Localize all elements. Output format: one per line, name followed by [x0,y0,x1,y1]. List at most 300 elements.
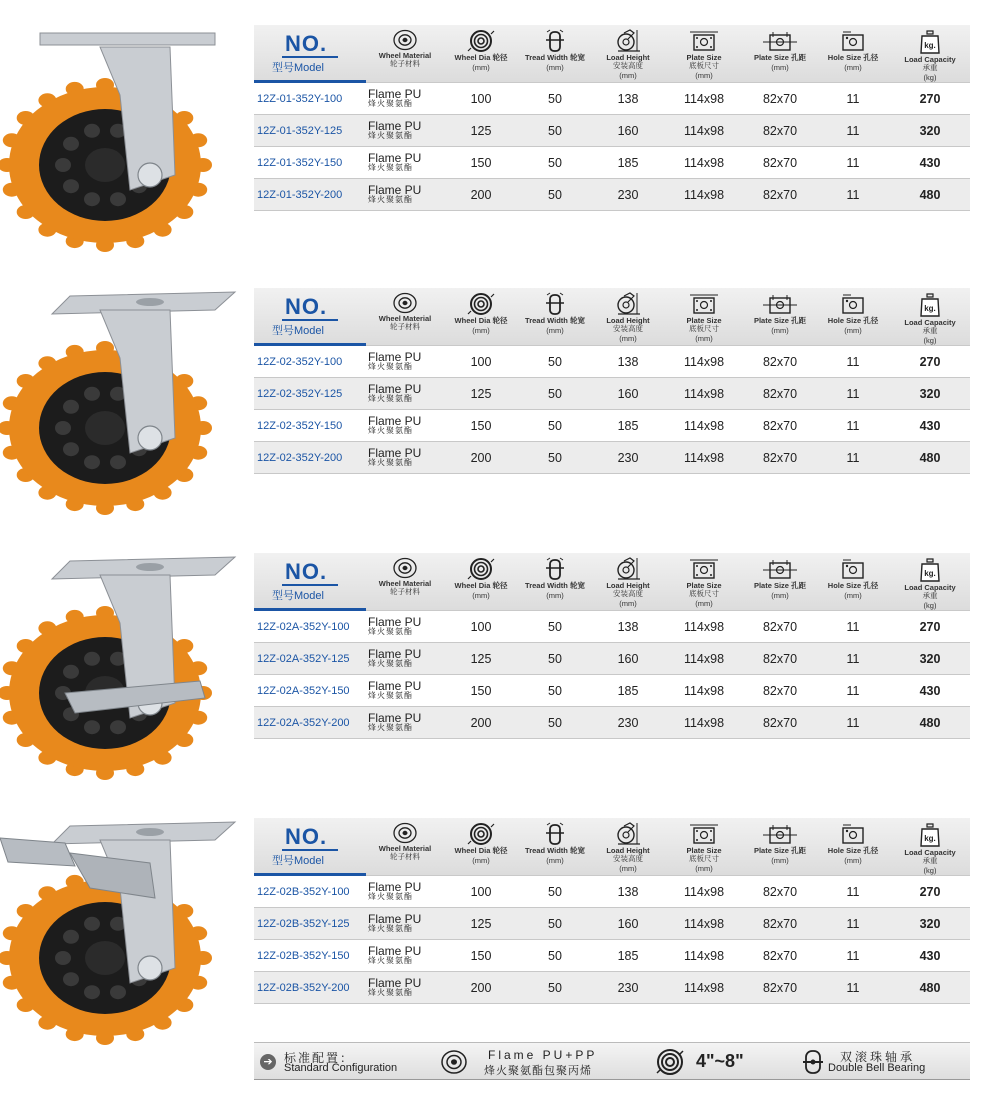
svg-text:kg.: kg. [924,41,936,50]
model-label: 型号Model [272,325,324,337]
model-number: 12Z-01-352Y-100 [257,92,343,105]
column-unit: (mm) [695,599,713,608]
wheel-material [366,678,444,701]
material-cn: 烽火聚氨酯 [368,891,413,901]
load-capacity-icon [890,557,970,583]
plate-size-icon [664,29,744,53]
material-cn: 烽火聚氨酯 [368,457,413,467]
hole-pitch: 82x70 [762,386,798,401]
column-unit: (mm) [844,591,862,600]
wheel-diameter-icon [444,822,518,846]
column-header-pitch [744,288,816,345]
column-unit: (kg) [923,73,937,82]
column-header-dia [444,25,518,82]
column-label-en: Tread Width 轮宽 [525,846,585,855]
wheel-diameter: 125 [470,916,492,931]
hole-size: 11 [846,91,860,106]
model-number: 12Z-02B-352Y-125 [257,917,350,930]
plate-size: 114x98 [683,651,725,666]
wheel-diameter: 200 [470,450,492,465]
load-height: 230 [617,980,639,995]
column-unit: (mm) [546,63,564,72]
column-label-en: Wheel Dia 轮径 [454,316,508,325]
tread-width: 50 [548,91,562,106]
table-row [254,442,970,474]
column-label-en: Load Height [606,316,650,325]
wheel-material-icon [366,29,444,51]
table-row [254,115,970,147]
column-label-cn: 轮子材料 [390,587,420,596]
model-column-header [254,818,366,875]
material-cn: 烽火聚氨酯 [368,194,413,204]
no-label: NO. [285,824,328,849]
material-cn: 烽火聚氨酯 [368,722,413,732]
column-label-en: Load Height [606,53,650,62]
load-height: 160 [617,123,639,138]
column-label-cn: 轮子材料 [390,322,420,331]
plate-size-icon [664,292,744,316]
material-en: Flame PU [368,413,422,428]
model-number: 12Z-02A-352Y-200 [257,716,350,729]
hole-pitch: 82x70 [762,948,798,963]
column-unit: (mm) [844,326,862,335]
column-unit: (mm) [619,864,637,873]
hole-size: 11 [846,155,860,170]
table-row [254,179,970,211]
hole-size-icon [816,29,890,53]
hole-pitch: 82x70 [762,123,798,138]
material-cn: 烽火聚氨酯 [368,98,413,108]
column-header-material [366,818,444,875]
load-capacity: 320 [919,386,941,401]
tread-width: 50 [548,884,562,899]
load-capacity: 430 [919,948,941,963]
column-unit: (mm) [472,591,490,600]
column-unit: (mm) [771,326,789,335]
header-accent-line [254,343,366,346]
load-capacity: 320 [919,651,941,666]
column-unit: (mm) [546,856,564,865]
table-header [254,553,970,611]
bearing-icon [802,1049,824,1075]
column-label-cn: 底板尺寸 [689,324,719,333]
plate-size: 114x98 [683,187,725,202]
plate-size-icon [664,822,744,846]
load-height: 138 [617,884,639,899]
hole-pitch: 82x70 [762,354,798,369]
model-number: 12Z-02-352Y-125 [257,387,343,400]
plate-size: 114x98 [683,916,725,931]
column-header-plate [664,818,744,875]
load-height: 185 [617,683,639,698]
column-label-en: Wheel Material [378,314,432,323]
model-column-header [254,288,366,345]
column-unit: (mm) [472,856,490,865]
column-unit: (mm) [546,591,564,600]
table-row [254,83,970,115]
column-header-pitch [744,818,816,875]
material-en: Flame PU [368,646,422,661]
swivel-double-brake-caster-image [0,818,250,1048]
material-en: Flame PU [368,614,422,629]
wheel-diameter: 100 [470,884,492,899]
column-unit: (mm) [844,63,862,72]
column-unit: (kg) [923,336,937,345]
load-height-icon [592,557,664,581]
load-height: 138 [617,354,639,369]
column-header-tread [518,553,592,610]
load-capacity: 270 [919,91,941,106]
hole-size-icon [816,292,890,316]
column-label-cn: 安装高度 [613,854,643,863]
material-cn: 烽火聚氨酯 [368,393,413,403]
hole-pitch: 82x70 [762,884,798,899]
column-header-pitch [744,25,816,82]
wheel-material [366,710,444,733]
column-header-tread [518,288,592,345]
hole-pitch: 82x70 [762,916,798,931]
tread-width-icon [518,557,592,581]
column-header-hole [816,818,890,875]
column-label-cn: 承重 [922,591,938,600]
column-label-en: Plate Size [686,846,722,855]
column-header-hole [816,553,890,610]
no-underline [282,319,338,321]
table-row [254,346,970,378]
load-height-icon [592,822,664,846]
load-height: 185 [617,155,639,170]
hole-size: 11 [846,386,860,401]
column-unit: (kg) [923,601,937,610]
column-header-height [592,288,664,345]
wheel-material [366,614,444,637]
hole-pitch: 82x70 [762,91,798,106]
model-number: 12Z-02B-352Y-200 [257,981,350,994]
hole-size: 11 [846,123,860,138]
wheel-material [366,646,444,669]
product-section [0,553,988,793]
product-section [0,818,988,1058]
column-label-cn: 底板尺寸 [689,61,719,70]
model-column-header [254,553,366,610]
load-capacity: 270 [919,354,941,369]
tread-width: 50 [548,683,562,698]
column-header-hole [816,288,890,345]
column-label-en: Load Height [606,581,650,590]
load-capacity-icon [890,292,970,318]
column-label-en: Wheel Dia 轮径 [454,846,508,855]
table-row [254,707,970,739]
column-header-dia [444,553,518,610]
model-number: 12Z-02B-352Y-100 [257,885,350,898]
column-label-en: Load Capacity [904,583,956,592]
no-underline [282,56,338,58]
product-section [0,25,988,265]
spec-table [254,288,970,474]
column-label-cn: 承重 [922,63,938,72]
column-label-en: Plate Size 孔距 [753,53,807,62]
load-height-icon [592,292,664,316]
wheel-material [366,150,444,173]
column-label-cn: 轮子材料 [390,852,420,861]
swivel-side-brake-caster-image [0,553,250,783]
column-header-load [890,288,970,345]
column-label-cn: 轮子材料 [390,59,420,68]
hole-pitch: 82x70 [762,187,798,202]
material-en: Flame PU [368,118,422,133]
wheel-material-icon [366,557,444,579]
material-en: Flame PU [368,678,422,693]
column-label-cn: 承重 [922,856,938,865]
column-header-plate [664,553,744,610]
wheel-material-icon [366,822,444,844]
hole-size-icon [816,557,890,581]
load-capacity-icon [890,822,970,848]
header-accent-line [254,608,366,611]
column-header-pitch [744,553,816,610]
table-header [254,288,970,346]
wheel-diameter: 150 [470,948,492,963]
load-capacity: 270 [919,619,941,634]
wheel-diameter: 200 [470,980,492,995]
material-cn: 烽火聚氨酯 [368,361,413,371]
column-header-plate [664,25,744,82]
wheel-diameter: 100 [470,91,492,106]
tread-width: 50 [548,715,562,730]
column-header-load [890,818,970,875]
wheel-material [366,445,444,468]
column-unit: (mm) [619,71,637,80]
hole-size: 11 [846,619,860,634]
header-accent-line [254,873,366,876]
plate-size: 114x98 [683,91,725,106]
material-cn: 烽火聚氨酯 [368,425,413,435]
column-header-material [366,553,444,610]
model-number: 12Z-02A-352Y-125 [257,652,350,665]
plate-size: 114x98 [683,123,725,138]
wheel-material [366,911,444,934]
column-label-en: Plate Size 孔距 [753,581,807,590]
column-unit: (mm) [771,856,789,865]
footer-bearing-cn: 双滚珠轴承 [840,1050,916,1064]
hole-pitch: 82x70 [762,418,798,433]
column-label-en: Plate Size 孔距 [753,316,807,325]
wheel-diameter: 200 [470,715,492,730]
wheel-diameter-icon [444,29,518,53]
footer-bearing-en: Double Bell Bearing [828,1062,926,1074]
column-unit: (kg) [923,866,937,875]
model-number: 12Z-02-352Y-200 [257,451,343,464]
hole-size: 11 [846,683,860,698]
column-header-material [366,25,444,82]
column-header-load [890,25,970,82]
wheel-diameter-icon [444,292,518,316]
material-cn: 烽火聚氨酯 [368,130,413,140]
footer-material-cn: 烽火聚氨酯包聚丙烯 [484,1065,592,1077]
model-number: 12Z-01-352Y-200 [257,188,343,201]
column-unit: (mm) [619,599,637,608]
wheel-material [366,182,444,205]
hole-size: 11 [846,916,860,931]
material-en: Flame PU [368,349,422,364]
wheel-diameter: 125 [470,123,492,138]
material-cn: 烽火聚氨酯 [368,987,413,997]
hole-pitch: 82x70 [762,651,798,666]
column-label-en: Wheel Dia 轮径 [454,581,508,590]
svg-text:kg.: kg. [924,569,936,578]
column-label-en: Plate Size 孔距 [753,846,807,855]
tread-width-icon [518,822,592,846]
std-config-cn: 标准配置： [284,1051,355,1065]
load-capacity: 270 [919,884,941,899]
model-label: 型号Model [272,62,324,74]
column-unit: (mm) [695,334,713,343]
material-cn: 烽火聚氨酯 [368,162,413,172]
column-unit: (mm) [472,326,490,335]
arrow-right-icon: ➔ [260,1054,276,1070]
spec-table [254,818,970,1004]
plate-size: 114x98 [683,155,725,170]
wheel-material [366,943,444,966]
hole-pitch: 82x70 [762,155,798,170]
tread-width: 50 [548,155,562,170]
table-header [254,818,970,876]
hole-pitch: 82x70 [762,450,798,465]
table-header [254,25,970,83]
svg-text:kg.: kg. [924,834,936,843]
wheel-diameter: 200 [470,187,492,202]
column-unit: (mm) [844,856,862,865]
material-en: Flame PU [368,911,422,926]
load-height-icon [592,29,664,53]
column-label-en: Wheel Material [378,579,432,588]
column-header-height [592,553,664,610]
tread-width: 50 [548,123,562,138]
hole-size: 11 [846,187,860,202]
material-en: Flame PU [368,182,422,197]
column-label-cn: 底板尺寸 [689,854,719,863]
plate-size: 114x98 [683,980,725,995]
hole-pitch-icon [744,557,816,581]
tread-width: 50 [548,418,562,433]
column-label-en: Wheel Material [378,51,432,60]
tread-width: 50 [548,450,562,465]
wheel-diameter-icon [444,557,518,581]
svg-text:kg.: kg. [924,304,936,313]
material-cn: 烽火聚氨酯 [368,690,413,700]
model-number: 12Z-02-352Y-150 [257,419,343,432]
no-label: NO. [285,559,328,584]
load-height: 230 [617,187,639,202]
load-height: 230 [617,450,639,465]
column-label-en: Hole Size 孔径 [827,316,879,325]
column-label-en: Plate Size [686,53,722,62]
column-unit: (mm) [771,591,789,600]
material-en: Flame PU [368,879,422,894]
no-label: NO. [285,294,328,319]
plate-size: 114x98 [683,884,725,899]
column-label-en: Load Capacity [904,55,956,64]
load-capacity: 320 [919,916,941,931]
model-label: 型号Model [272,855,324,867]
table-row [254,940,970,972]
wheel-material-icon [366,292,444,314]
hole-size: 11 [846,884,860,899]
model-number: 12Z-02A-352Y-100 [257,620,350,633]
hole-pitch: 82x70 [762,683,798,698]
column-label-en: Load Capacity [904,318,956,327]
column-label-en: Plate Size [686,316,722,325]
column-label-en: Load Capacity [904,848,956,857]
hole-size: 11 [846,980,860,995]
wheel-material-icon [440,1049,468,1075]
column-unit: (mm) [546,326,564,335]
load-height: 230 [617,715,639,730]
wheel-material [366,879,444,902]
plate-size-icon [664,557,744,581]
tread-width: 50 [548,916,562,931]
hole-pitch: 82x70 [762,980,798,995]
column-unit: (mm) [695,864,713,873]
tread-width: 50 [548,386,562,401]
header-accent-line [254,80,366,83]
wheel-diameter-icon [654,1047,686,1077]
model-number: 12Z-01-352Y-150 [257,156,343,169]
wheel-diameter: 100 [470,619,492,634]
tread-width: 50 [548,354,562,369]
load-height: 138 [617,619,639,634]
column-label-cn: 安装高度 [613,589,643,598]
spec-table [254,25,970,211]
model-number: 12Z-02A-352Y-150 [257,684,350,697]
plate-size: 114x98 [683,354,725,369]
tread-width: 50 [548,980,562,995]
load-capacity: 430 [919,418,941,433]
table-row [254,972,970,1004]
model-number: 12Z-02-352Y-100 [257,355,343,368]
load-height: 160 [617,386,639,401]
column-label-en: Load Height [606,846,650,855]
table-row [254,611,970,643]
plate-size: 114x98 [683,619,725,634]
load-capacity: 320 [919,123,941,138]
load-capacity: 430 [919,683,941,698]
material-cn: 烽火聚氨酯 [368,658,413,668]
hole-pitch-icon [744,292,816,316]
no-underline [282,849,338,851]
footer-size-range: 4"~8" [696,1051,744,1071]
column-header-dia [444,288,518,345]
column-label-en: Hole Size 孔径 [827,53,879,62]
table-row [254,643,970,675]
load-height: 138 [617,91,639,106]
load-height: 160 [617,916,639,931]
wheel-material [366,381,444,404]
load-capacity: 480 [919,450,941,465]
hole-size: 11 [846,450,860,465]
column-label-en: Tread Width 轮宽 [525,316,585,325]
column-label-en: Plate Size [686,581,722,590]
material-cn: 烽火聚氨酯 [368,955,413,965]
wheel-diameter: 100 [470,354,492,369]
column-label-cn: 安装高度 [613,61,643,70]
plate-size: 114x98 [683,715,725,730]
table-row [254,876,970,908]
hole-pitch: 82x70 [762,715,798,730]
column-unit: (mm) [619,334,637,343]
tread-width: 50 [548,187,562,202]
column-header-load [890,553,970,610]
